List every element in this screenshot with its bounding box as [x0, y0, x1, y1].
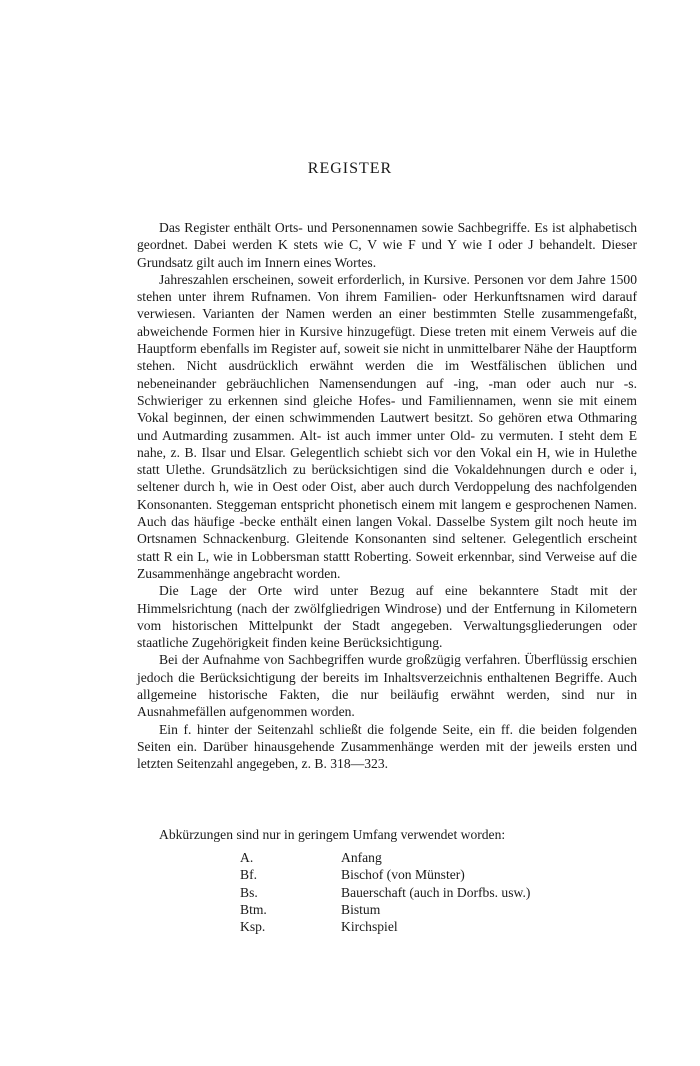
paragraph-places: Die Lage der Orte wird unter Bezug auf eine bekanntere Stadt mit der Himmelsrichtung (nach der zwölfgliedrigen Windrose) und der Entfernung in Kilometern vom historischen Mittelpunkt der Stadt angegeben. Verwaltungsgliederungen oder staatliche Zugehörigkeit finden keine Berücksichtigung.	[137, 583, 637, 651]
abbreviation-key: Btm.	[240, 901, 267, 917]
abbreviation-meaning: Anfang	[341, 850, 382, 865]
abbreviation-key: Ksp.	[240, 919, 266, 935]
abbreviation-key: A.	[240, 850, 254, 865]
body-text	[137, 219, 637, 773]
abbreviations-list	[0, 849, 700, 935]
paragraph-alphabetization: Das Register enthält Orts- und Personennamen sowie Sachbegriffe. Es ist alphabetisch geordnet. Dabei werden K stets wie C, V wie F und Y wie I oder J behandelt. Dieser Grundsatz gilt auch im Innern eines Wortes.	[137, 220, 637, 270]
abbreviation-row	[0, 918, 700, 935]
abbreviation-meaning: Bistum	[341, 901, 381, 917]
abbreviation-row	[0, 884, 700, 901]
page-title: REGISTER	[307, 160, 393, 177]
abbreviation-meaning: Kirchspiel	[341, 919, 398, 935]
abbreviation-meaning: Bischof (von Münster)	[341, 867, 465, 883]
abbreviation-meaning: Bauerschaft (auch in Dorfbs. usw.)	[341, 884, 531, 900]
paragraph-page-numbers: Ein f. hinter der Seitenzahl schließt die folgende Seite, ein ff. die beiden folgenden Seiten ein. Darüber hinausgehende Zusammenhänge werden mit der jeweils ersten und letzten Seitenzahl angegeben, z. B. 318—323.	[137, 721, 637, 772]
abbreviation-key: Bf.	[240, 867, 257, 883]
abbreviation-row	[0, 849, 700, 866]
paragraph-names: Jahreszahlen erscheinen, soweit erforderlich, in Kursive. Personen vor dem Jahre 1500 stehen unter ihrem Rufnamen. Von ihrem Familien- oder Herkunftsnamen wird darauf verwiesen. Varianten der Namen werden an einer bestimmten Stelle zusammengefaßt, abweichende Formen hier in Kursive hinzugefügt. Diese treten mit einem Verweis auf die Hauptform ebenfalls im Register auf, soweit sie nicht in unmittelbarer Nähe der Hauptform stehen. Nicht ausdrücklich erwähnt werden die im Westfälischen üblichen und nebeneinander gebräuchlichen Namensendungen auf -ing, -man oder auch nur -s. Schwieriger zu erkennen sind gleiche Hofes- und Familiennamen, wenn sie mit einem Vokal beginnen, der einen schwimmenden Lautwert besitzt. So gehören etwa Othmaring und Autmarding zusammen. Alt- ist auch immer unter Old- zu vermuten. I steht dem E nahe, z. B. Ilsar und Elsar. Gelegentlich schiebt sich vor den Vokal ein H, wie in Hulethe statt Ulethe. Grundsätzlich zu berücksichtigen sind die Vokaldehnungen durch e oder i, seltener durch h, wie in Oest oder Oist, aber auch durch Verdoppelung des nachfolgenden Konsonanten. Steggeman entspricht phonetisch einem mit langem e gesprochenen Namen. Auch das häufige -becke enthält einen langen Vokal. Dasselbe System gilt noch heute im Ortsnamen Schnackenburg. Gleitende Konsonanten sind seltener. Gelegentlich erscheint statt R ein L, wie in Lobbersman stattt Roberting. Soweit erkennbar, sind Verweise auf die Zusammenhänge angebracht worden.	[137, 271, 637, 581]
abbreviation-row	[0, 866, 700, 883]
abbreviation-row	[0, 901, 700, 918]
abbreviation-key: Bs.	[240, 884, 258, 900]
abbreviations-intro: Abkürzungen sind nur in geringem Umfang verwendet worden:	[159, 827, 506, 842]
paragraph-subjects: Bei der Aufnahme von Sachbegriffen wurde großzügig verfahren. Überflüssig erschien jedoch die Berücksichtigung der bereits im Inhaltsverzeichnis enthaltenen Begriffe. Auch allgemeine historische Fakten, die nur beiläufig erwähnt werden, sind nur in Ausnahmefällen aufgenommen worden.	[137, 652, 637, 720]
